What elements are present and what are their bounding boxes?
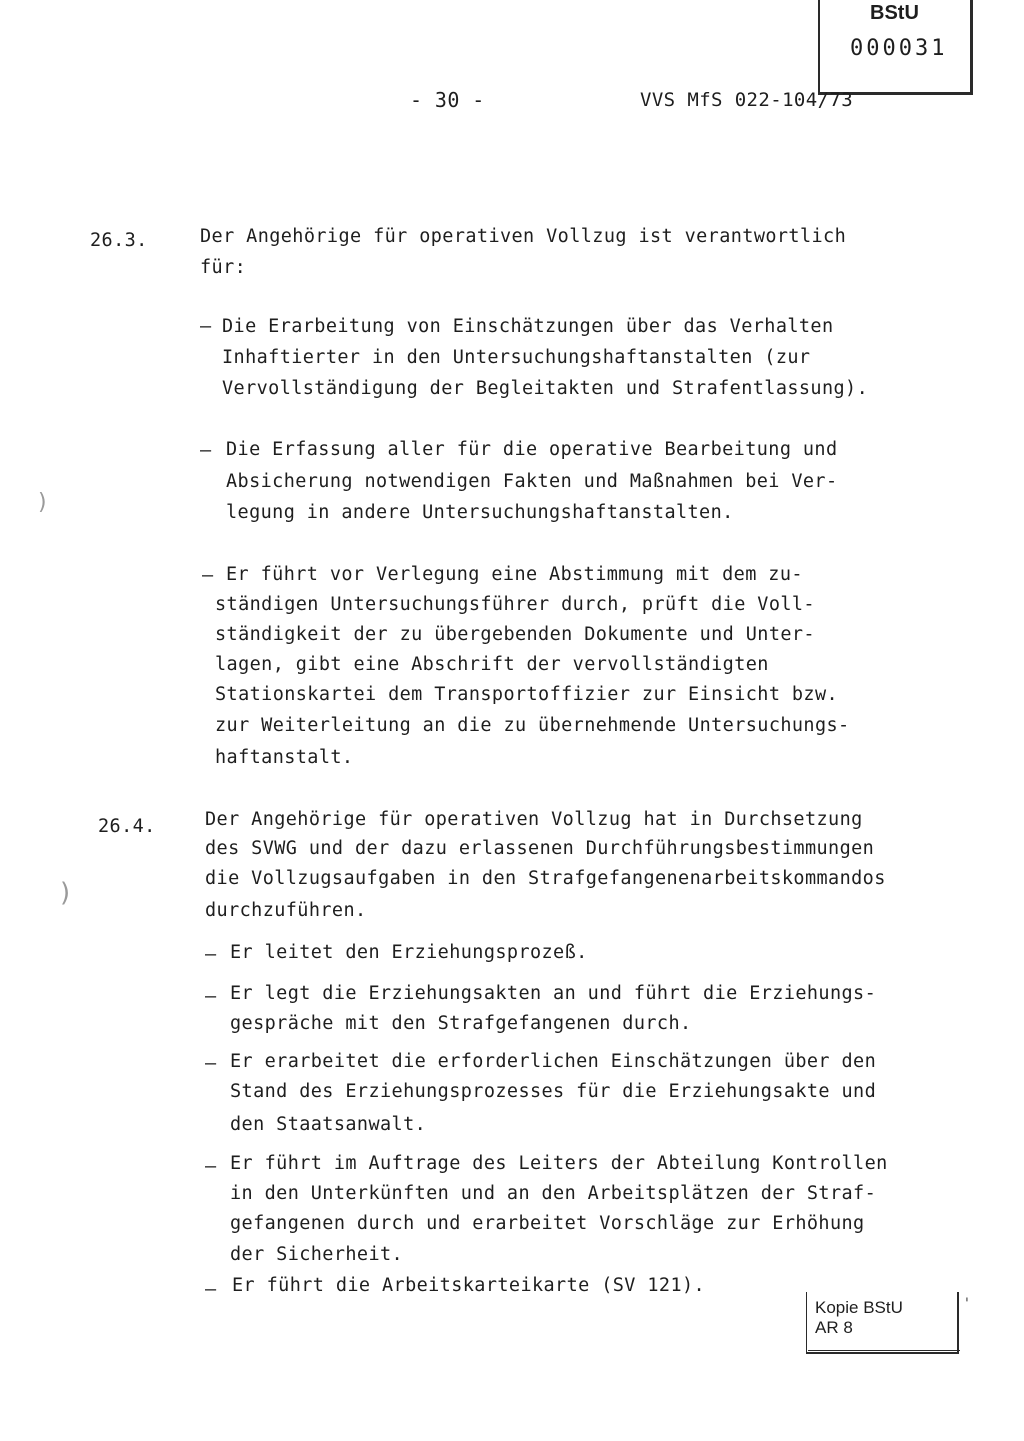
bullet-line: der Sicherheit. [230,1244,404,1265]
bullet-dash: – [205,1053,217,1074]
section-intro-line: Der Angehörige für operativen Vollzug hat in Durchsetzung [205,809,863,830]
bullet-line: ständigkeit der zu übergebenden Dokumente und Unter- [215,624,815,645]
bullet-line: zur Weiterleitung an die zu übernehmende Untersuchungs- [215,715,850,736]
bullet-line: Inhaftierter in den Untersuchungshaftanstalten (zur [222,347,811,368]
section-intro-line: Der Angehörige für operativen Vollzug ist verantwortlich [200,226,847,247]
bullet-line: den Staatsanwalt. [230,1114,427,1135]
copy-stamp-line-2: AR 8 [815,1318,853,1337]
section-number: 26.4. [98,816,156,837]
scan-mark: ) [38,490,47,515]
section-intro-line: für: [200,257,247,278]
document-reference: VVS MfS 022-104/73 [640,89,854,111]
stamp-serial-number: 000031 [850,36,948,61]
bullet-line: Absicherung notwendigen Fakten und Maßnahmen bei Ver- [226,471,838,492]
bullet-line: Stand des Erziehungsprozesses für die Erziehungsakte und [230,1081,877,1102]
bullet-dash: – [205,986,217,1007]
bullet-line: haftanstalt. [215,747,354,768]
bullet-line: Er führt im Auftrage des Leiters der Abteilung Kontrollen [230,1153,888,1174]
section-intro-line: durchzuführen. [205,900,367,921]
bullet-dash: – [202,565,214,586]
bullet-line: Er legt die Erziehungsakten an und führt die Erziehungs- [230,983,877,1004]
bullet-line: Vervollständigung der Begleitakten und Strafentlassung). [222,378,869,399]
bullet-line: lagen, gibt eine Abschrift der vervollständigten [215,654,769,675]
bullet-line: Er leitet den Erziehungsprozeß. [230,942,588,963]
bullet-line: gefangenen durch und erarbeitet Vorschläge zur Erhöhung [230,1213,865,1234]
page-number: - 30 - [410,88,485,112]
bullet-line: legung in andere Untersuchungshaftanstalten. [226,502,734,523]
bullet-line: Die Erfassung aller für die operative Bearbeitung und [226,439,838,460]
copy-stamp [806,1292,959,1354]
stamp-underline [808,1350,960,1351]
bullet-line: in den Unterkünften und an den Arbeitsplätzen der Straf- [230,1183,877,1204]
bullet-dash: – [200,440,212,461]
scan-mark: ' [965,1296,969,1312]
bullet-dash: – [200,316,212,337]
scan-mark: ) [60,878,71,908]
section-number: 26.3. [90,230,148,251]
stamp-brand: BStU [870,2,919,24]
bullet-line: gespräche mit den Strafgefangenen durch. [230,1013,692,1034]
bullet-line: ständigen Untersuchungsführer durch, prüft die Voll- [215,594,815,615]
bullet-line: Er erarbeitet die erforderlichen Einschätzungen über den [230,1051,877,1072]
bullet-line: Er führt die Arbeitskarteikarte (SV 121). [232,1275,706,1296]
bullet-dash: – [205,1156,217,1177]
section-intro-line: die Vollzugsaufgaben in den Strafgefangenenarbeitskommandos [205,868,886,889]
copy-stamp-line-1: Kopie BStU [815,1298,903,1317]
section-intro-line: des SVWG und der dazu erlassenen Durchführungsbestimmungen [205,838,875,859]
bullet-line: Stationskartei dem Transportoffizier zur Einsicht bzw. [215,684,839,705]
bullet-dash: – [205,944,217,965]
archive-stamp [818,0,973,95]
bullet-line: Die Erarbeitung von Einschätzungen über das Verhalten [222,316,834,337]
bullet-dash: – [205,1279,217,1300]
bullet-line: Er führt vor Verlegung eine Abstimmung mit dem zu- [226,564,803,585]
